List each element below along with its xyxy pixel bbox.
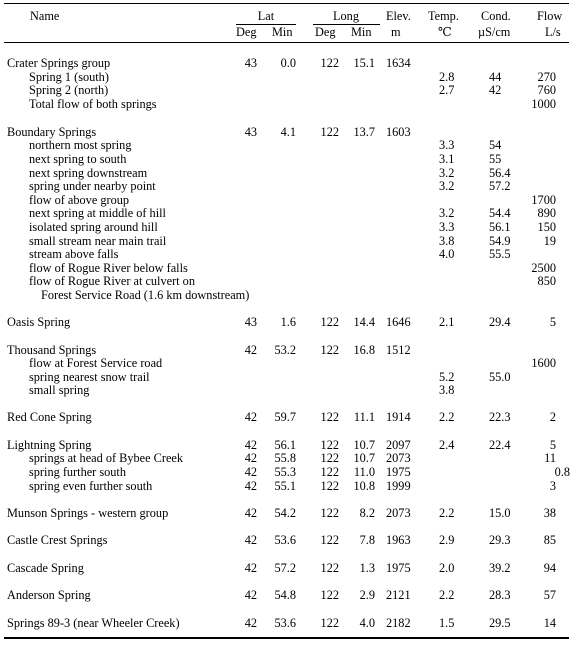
row-name: Lightning Spring — [7, 438, 92, 452]
row-latdeg: 43 — [244, 56, 257, 70]
row-flow: 85 — [543, 533, 556, 547]
row-longdeg: 122 — [320, 410, 339, 424]
row-latmin: 55.3 — [274, 465, 296, 479]
row-cond: 55.0 — [489, 370, 511, 384]
row-name: northern most spring — [29, 138, 132, 152]
header-elev: Elev. — [386, 9, 411, 23]
row-latmin: 0.0 — [280, 56, 296, 70]
row-latdeg: 42 — [244, 343, 257, 357]
header-flow-unit: L/s — [545, 25, 561, 39]
row-flow: 270 — [537, 70, 556, 84]
row-flow: 94 — [543, 561, 556, 575]
row-cond: 29.4 — [489, 315, 511, 329]
row-name: Munson Springs - western group — [7, 506, 169, 520]
row-temp: 5.2 — [439, 370, 455, 384]
row-name: Anderson Spring — [7, 588, 91, 602]
row-name: stream above falls — [29, 247, 119, 261]
row-flow: 1600 — [531, 356, 556, 370]
header-temp-unit: ℃ — [438, 25, 452, 39]
row-name: spring nearest snow trail — [29, 370, 150, 384]
row-cond: 56.4 — [489, 166, 511, 180]
row-temp: 2.7 — [439, 83, 455, 97]
row-temp: 2.9 — [439, 533, 455, 547]
row-latdeg: 42 — [244, 588, 257, 602]
row-cond: 44 — [489, 70, 502, 84]
row-name: Springs 89-3 (near Wheeler Creek) — [7, 616, 180, 630]
row-elev: 2073 — [386, 506, 411, 520]
row-longdeg: 122 — [320, 315, 339, 329]
row-temp: 2.8 — [439, 70, 455, 84]
header-name: Name — [30, 9, 60, 23]
row-name: small spring — [29, 383, 90, 397]
row-name: Castle Crest Springs — [7, 533, 108, 547]
row-temp: 2.2 — [439, 588, 455, 602]
row-longmin: 14.4 — [353, 315, 375, 329]
row-name: spring even further south — [29, 479, 153, 493]
row-longmin: 13.7 — [353, 125, 375, 139]
row-temp: 3.3 — [439, 220, 455, 234]
row-latdeg: 42 — [244, 465, 257, 479]
row-longmin: 1.3 — [359, 561, 375, 575]
row-flow: 38 — [543, 506, 556, 520]
row-latmin: 54.8 — [274, 588, 296, 602]
row-longdeg: 122 — [320, 451, 339, 465]
row-temp: 1.5 — [439, 616, 455, 630]
row-name: spring under nearby point — [29, 179, 156, 193]
row-longmin: 11.1 — [353, 410, 375, 424]
row-elev: 1999 — [386, 479, 411, 493]
row-flow: 1000 — [531, 97, 556, 111]
row-cond: 22.4 — [489, 438, 511, 452]
row-cond: 55 — [489, 152, 502, 166]
row-latdeg: 42 — [244, 533, 257, 547]
row-elev: 2097 — [386, 438, 411, 452]
header-flow: Flow — [537, 9, 563, 23]
row-longmin: 10.7 — [353, 451, 375, 465]
row-name: springs at head of Bybee Creek — [29, 451, 184, 465]
row-cond: 55.5 — [489, 247, 511, 261]
row-name: Forest Service Road (1.6 km downstream) — [41, 288, 250, 302]
row-longdeg: 122 — [320, 465, 339, 479]
row-longdeg: 122 — [320, 56, 339, 70]
header-cond: Cond. — [481, 9, 511, 23]
row-latmin: 1.6 — [280, 315, 296, 329]
row-longmin: 11.0 — [353, 465, 375, 479]
row-latdeg: 42 — [244, 616, 257, 630]
row-longmin: 4.0 — [359, 616, 375, 630]
row-elev: 2182 — [386, 616, 411, 630]
header-temp: Temp. — [428, 9, 459, 23]
row-latmin: 57.2 — [274, 561, 296, 575]
row-latmin: 53.6 — [274, 533, 296, 547]
row-temp: 2.4 — [439, 438, 455, 452]
row-name: next spring at middle of hill — [29, 206, 166, 220]
row-name: flow of above group — [29, 193, 130, 207]
row-longdeg: 122 — [320, 438, 339, 452]
row-latmin: 54.2 — [274, 506, 296, 520]
row-temp: 2.1 — [439, 315, 455, 329]
row-elev: 2121 — [386, 588, 411, 602]
row-flow: 11 — [544, 451, 556, 465]
row-name: small stream near main trail — [29, 234, 167, 248]
row-elev: 1512 — [386, 343, 411, 357]
row-flow: 19 — [543, 234, 556, 248]
row-elev: 2073 — [386, 451, 411, 465]
row-flow: 2500 — [531, 261, 556, 275]
row-temp: 3.2 — [439, 166, 455, 180]
row-temp: 4.0 — [439, 247, 455, 261]
row-latmin: 59.7 — [274, 410, 296, 424]
row-name: next spring downstream — [29, 166, 148, 180]
row-cond: 29.3 — [489, 533, 511, 547]
row-temp: 3.8 — [439, 234, 455, 248]
row-elev: 1646 — [386, 315, 411, 329]
row-longdeg: 122 — [320, 616, 339, 630]
row-cond: 54 — [489, 138, 502, 152]
row-name: Red Cone Spring — [7, 410, 92, 424]
row-elev: 1634 — [386, 56, 411, 70]
row-flow: 3 — [549, 479, 556, 493]
row-elev: 1963 — [386, 533, 411, 547]
row-temp: 3.2 — [439, 179, 455, 193]
header-elev-unit: m — [391, 25, 401, 39]
row-latdeg: 43 — [244, 315, 257, 329]
row-longmin: 15.1 — [353, 56, 375, 70]
row-flow: 0.8 — [554, 465, 570, 479]
row-elev: 1603 — [386, 125, 411, 139]
row-longdeg: 122 — [320, 588, 339, 602]
row-latmin: 55.8 — [274, 451, 296, 465]
row-cond: 15.0 — [489, 506, 511, 520]
row-elev: 1975 — [386, 561, 411, 575]
row-longdeg: 122 — [320, 479, 339, 493]
header-lat-min: Min — [272, 25, 293, 39]
row-latdeg: 42 — [244, 561, 257, 575]
row-cond: 28.3 — [489, 588, 511, 602]
row-latmin: 55.1 — [274, 479, 296, 493]
row-flow: 1700 — [531, 193, 556, 207]
row-latmin: 4.1 — [280, 125, 296, 139]
row-latdeg: 42 — [244, 479, 257, 493]
row-temp: 3.8 — [439, 383, 455, 397]
row-cond: 39.2 — [489, 561, 511, 575]
header-lat: Lat — [257, 9, 275, 23]
row-longmin: 2.9 — [359, 588, 375, 602]
table-top-rule — [4, 3, 569, 4]
header-bottom-rule — [4, 42, 569, 43]
row-longmin: 10.7 — [353, 438, 375, 452]
row-cond: 54.4 — [489, 206, 511, 220]
row-cond: 22.3 — [489, 410, 511, 424]
row-flow: 850 — [537, 274, 556, 288]
header-long-min: Min — [351, 25, 372, 39]
header-long-deg: Deg — [315, 25, 336, 39]
row-flow: 14 — [543, 616, 556, 630]
table-bottom-rule — [4, 637, 569, 639]
row-name: Oasis Spring — [7, 315, 71, 329]
row-temp: 2.2 — [439, 506, 455, 520]
row-longmin: 8.2 — [359, 506, 375, 520]
row-name: flow at Forest Service road — [29, 356, 163, 370]
row-name: Cascade Spring — [7, 561, 84, 575]
row-flow: 150 — [537, 220, 556, 234]
row-cond: 54.9 — [489, 234, 511, 248]
row-latdeg: 42 — [244, 506, 257, 520]
row-latdeg: 42 — [244, 438, 257, 452]
row-flow: 5 — [549, 438, 556, 452]
row-temp: 2.2 — [439, 410, 455, 424]
row-longdeg: 122 — [320, 343, 339, 357]
row-longdeg: 122 — [320, 561, 339, 575]
row-cond: 57.2 — [489, 179, 511, 193]
row-flow: 890 — [537, 206, 556, 220]
row-cond: 56.1 — [489, 220, 511, 234]
row-name: Thousand Springs — [7, 343, 97, 357]
row-temp: 2.0 — [439, 561, 455, 575]
row-temp: 3.2 — [439, 206, 455, 220]
row-flow: 5 — [549, 315, 556, 329]
header-lat-deg: Deg — [236, 25, 257, 39]
row-name: spring further south — [29, 465, 126, 479]
row-elev: 1914 — [386, 410, 411, 424]
row-longdeg: 122 — [320, 125, 339, 139]
row-latdeg: 43 — [244, 125, 257, 139]
row-name: Boundary Springs — [7, 125, 97, 139]
row-name: isolated spring around hill — [29, 220, 158, 234]
row-name: Spring 1 (south) — [29, 70, 109, 84]
row-flow: 57 — [543, 588, 556, 602]
row-name: Total flow of both springs — [29, 97, 157, 111]
row-name: next spring to south — [29, 152, 127, 166]
row-longdeg: 122 — [320, 533, 339, 547]
row-latdeg: 42 — [244, 410, 257, 424]
row-temp: 3.3 — [439, 138, 455, 152]
header-cond-unit: µS/cm — [478, 25, 511, 39]
row-name: Crater Springs group — [7, 56, 111, 70]
row-temp: 3.1 — [439, 152, 455, 166]
row-cond: 29.5 — [489, 616, 511, 630]
row-longdeg: 122 — [320, 506, 339, 520]
row-latmin: 53.6 — [274, 616, 296, 630]
row-cond: 42 — [489, 83, 502, 97]
row-flow: 760 — [537, 83, 556, 97]
header-long: Long — [333, 9, 359, 23]
row-name: flow of Rogue River at culvert on — [29, 274, 195, 288]
row-name: flow of Rogue River below falls — [29, 261, 188, 275]
row-longmin: 16.8 — [353, 343, 375, 357]
row-name: Spring 2 (north) — [29, 83, 109, 97]
row-elev: 1975 — [386, 465, 411, 479]
row-latmin: 53.2 — [274, 343, 296, 357]
row-latmin: 56.1 — [274, 438, 296, 452]
row-latdeg: 42 — [244, 451, 257, 465]
row-longmin: 10.8 — [353, 479, 375, 493]
row-flow: 2 — [549, 410, 556, 424]
row-longmin: 7.8 — [359, 533, 375, 547]
